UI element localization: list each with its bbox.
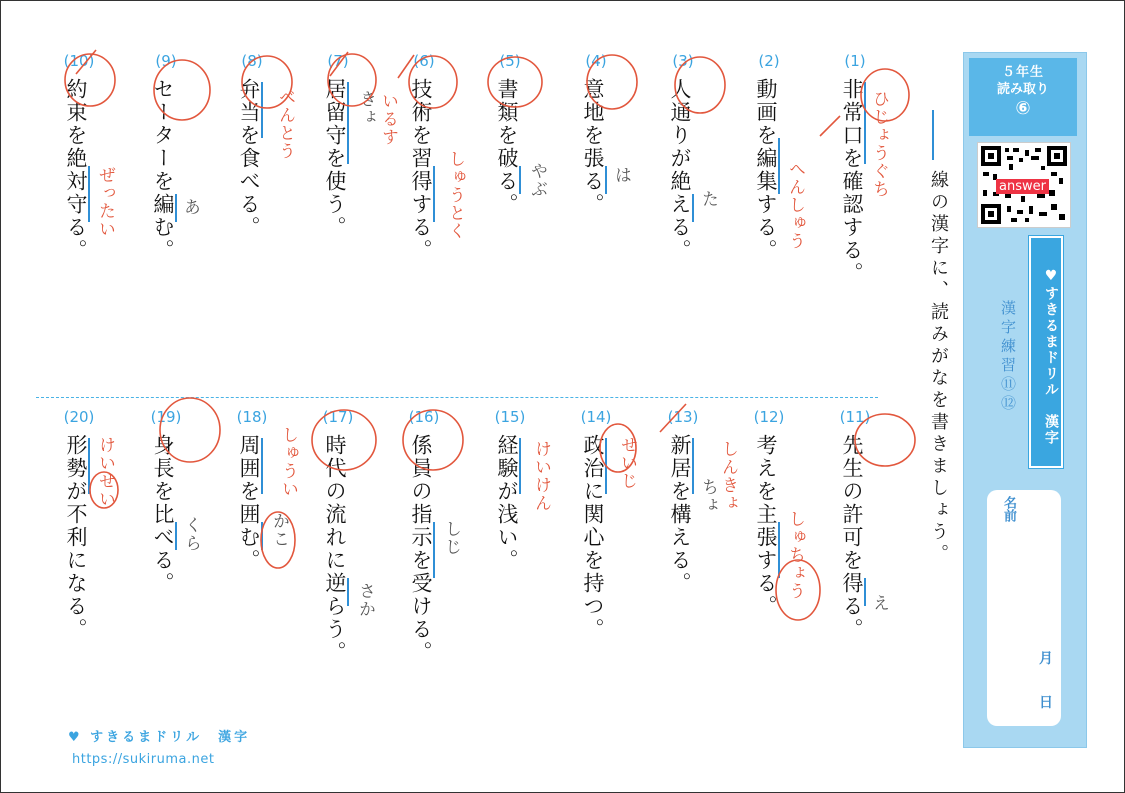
handwritten-answer-19: くら — [181, 516, 201, 552]
question-text: 経験が浅い。 — [495, 434, 519, 572]
instruction-underline-sample — [932, 110, 934, 160]
handwritten-answer-13b: ちょ — [698, 478, 718, 514]
question-17 — [316, 408, 356, 728]
practice-label: 漢字練習⑪⑫ — [999, 300, 1017, 414]
handwritten-answer-13: しんきょ — [718, 440, 738, 512]
target-underline — [864, 82, 866, 164]
question-text: 非常口を確認する。 — [840, 78, 864, 285]
question-10 — [57, 52, 97, 372]
target-underline — [605, 438, 607, 494]
target-underline — [519, 166, 521, 194]
question-8 — [230, 52, 270, 372]
question-text: 新居を構える。 — [668, 434, 692, 595]
question-number: (13) — [667, 408, 699, 426]
question-13 — [661, 408, 701, 728]
question-number: (18) — [236, 408, 268, 426]
handwritten-answer-10: ぜったい — [95, 166, 115, 238]
footer-brand: ♥ すきるまドリル 漢字 — [68, 730, 251, 745]
target-underline — [519, 438, 521, 494]
target-underline — [778, 522, 780, 578]
question-text: 約束を絶対守る。 — [64, 78, 88, 262]
handwritten-answer-18b: かこ — [269, 512, 289, 548]
target-underline — [433, 166, 435, 222]
handwritten-answer-20: けいせい — [95, 436, 115, 508]
question-number: (11) — [839, 408, 871, 426]
handwritten-answer-18: しゅうい — [278, 426, 298, 498]
target-underline — [864, 578, 866, 606]
handwritten-answer-14: せいじ — [617, 436, 637, 490]
instruction-text: 線の漢字に、読みがなを書きましょう。 — [928, 170, 949, 566]
question-number: (9) — [155, 52, 177, 70]
question-text: 周囲を囲む。 — [237, 434, 261, 572]
question-6 — [402, 52, 442, 372]
question-text: 弁当を食べる。 — [237, 78, 261, 239]
qr-code[interactable] — [977, 142, 1071, 228]
question-15 — [488, 408, 528, 728]
question-number: (12) — [753, 408, 785, 426]
target-underline — [88, 438, 90, 494]
question-number: (5) — [499, 52, 521, 70]
target-underline — [778, 138, 780, 194]
question-number: (7) — [327, 52, 349, 70]
question-text: 技術を習得する。 — [409, 78, 433, 262]
handwritten-answer-7: きょ — [356, 90, 376, 126]
target-underline — [347, 578, 349, 606]
section-divider — [36, 397, 878, 398]
handwritten-answer-8: べんとう — [275, 88, 295, 160]
question-text: 時代の流れに逆らう。 — [323, 434, 347, 664]
question-11 — [833, 408, 873, 728]
name-label: 名前 — [1001, 496, 1016, 522]
question-4 — [574, 52, 614, 372]
question-text: 人通りが絶える。 — [668, 78, 692, 262]
question-7 — [316, 52, 356, 372]
target-underline — [88, 166, 90, 222]
target-underline — [261, 522, 263, 550]
target-underline — [347, 82, 349, 164]
grade-badge — [969, 58, 1077, 136]
question-number: (10) — [63, 52, 95, 70]
question-text: 形勢が不利になる。 — [64, 434, 88, 641]
handwritten-answer-5: やぶ — [527, 162, 547, 198]
question-number: (4) — [585, 52, 607, 70]
brand-vertical-label: ♥すきるまドリル 漢字 — [1029, 236, 1063, 468]
question-number: (6) — [413, 52, 435, 70]
target-underline — [261, 438, 263, 494]
question-text: 動画を編集する。 — [754, 78, 778, 262]
question-5 — [488, 52, 528, 372]
target-underline — [692, 194, 694, 222]
question-number: (8) — [241, 52, 263, 70]
target-underline — [175, 522, 177, 550]
question-number: (15) — [494, 408, 526, 426]
question-14 — [574, 408, 614, 728]
target-underline — [605, 166, 607, 194]
question-text: 先生の許可を得る。 — [840, 434, 864, 641]
handwritten-answer-2: へんしゅう — [785, 160, 805, 250]
question-text: セーターを編む。 — [151, 78, 175, 262]
question-12 — [747, 408, 787, 728]
question-text: 書類を破る。 — [495, 78, 519, 216]
question-number: (20) — [63, 408, 95, 426]
question-number: (2) — [758, 52, 780, 70]
handwritten-answer-4: は — [611, 166, 631, 184]
question-1 — [833, 52, 873, 372]
question-number: (1) — [844, 52, 866, 70]
question-number: (17) — [322, 408, 354, 426]
question-text: 意地を張る。 — [581, 78, 605, 216]
question-2 — [747, 52, 787, 372]
handwritten-answer-11: え — [869, 594, 889, 612]
question-number: (14) — [580, 408, 612, 426]
target-underline — [692, 438, 694, 494]
question-text: 身長を比べる。 — [151, 434, 175, 595]
target-underline — [175, 194, 177, 222]
handwritten-answer-3: た — [698, 190, 718, 208]
day-label: 日 — [1039, 695, 1053, 711]
qr-answer-badge: answer — [996, 179, 1049, 194]
handwritten-answer-16: しじ — [441, 520, 461, 556]
question-number: (3) — [672, 52, 694, 70]
question-20 — [57, 408, 97, 728]
question-3 — [661, 52, 701, 372]
question-18 — [230, 408, 270, 728]
handwritten-answer-7b: いるす — [378, 92, 398, 146]
month-label: 月 — [1039, 651, 1053, 667]
question-number: (16) — [408, 408, 440, 426]
question-19 — [144, 408, 184, 728]
handwritten-answer-12: しゅちょう — [785, 510, 805, 600]
type-label: 読み取り — [996, 82, 1049, 97]
name-field[interactable] — [987, 490, 1061, 726]
question-text: 係員の指示を受ける。 — [409, 434, 433, 664]
question-text: 政治に関心を持つ。 — [581, 434, 605, 641]
target-underline — [261, 82, 263, 138]
sheet-number: ⑥ — [1015, 98, 1031, 119]
grade-label: ５年生 — [1001, 65, 1044, 80]
question-9 — [144, 52, 184, 372]
handwritten-answer-15: けいけん — [531, 440, 551, 512]
target-underline — [433, 522, 435, 578]
handwritten-answer-6: しゅうとく — [445, 150, 465, 240]
question-16 — [402, 408, 442, 728]
question-text: 居留守を使う。 — [323, 78, 347, 239]
handwritten-answer-1: ひじょうぐち — [869, 90, 889, 198]
footer-url-link[interactable]: https://sukiruma.net — [72, 752, 215, 767]
handwritten-answer-17: さか — [355, 582, 375, 618]
question-number: (19) — [150, 408, 182, 426]
question-text: 考えを主張する。 — [754, 434, 778, 618]
handwritten-answer-9: あ — [180, 198, 200, 216]
